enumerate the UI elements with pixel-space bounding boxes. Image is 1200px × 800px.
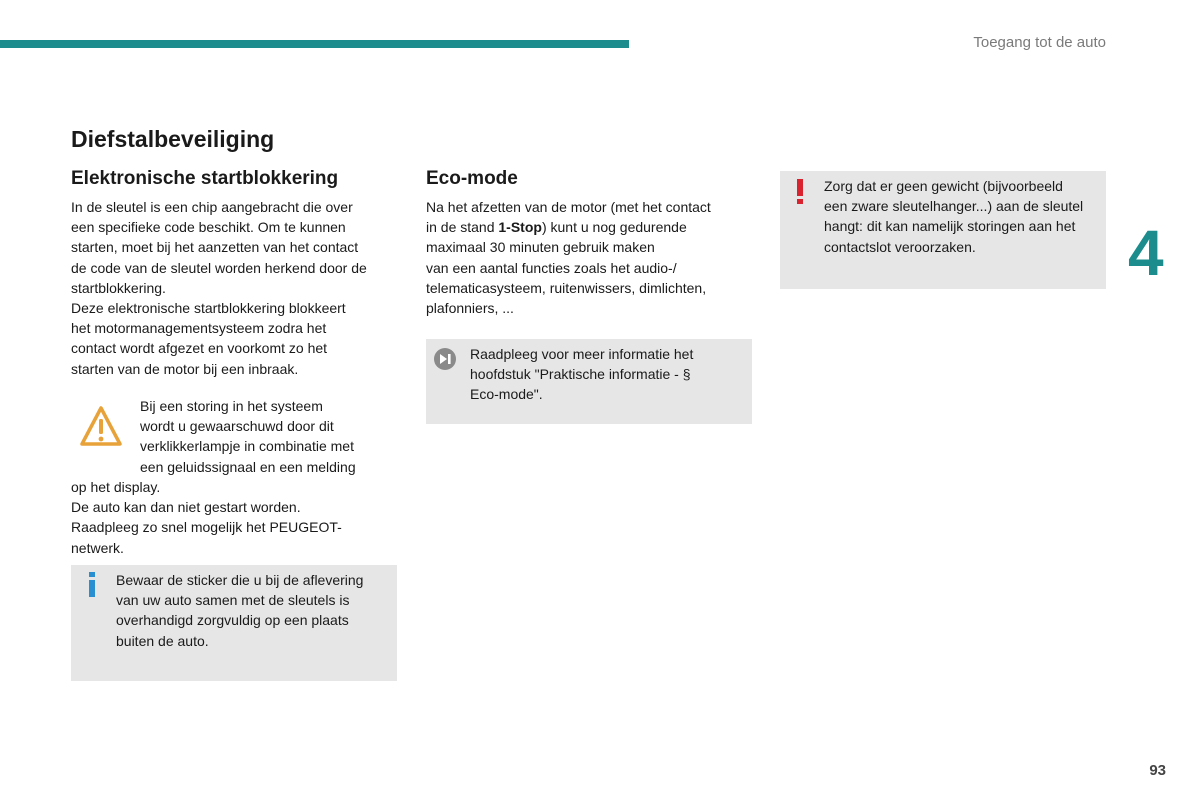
text-line: contact wordt afgezet en voorkomt zo het xyxy=(71,340,328,357)
page-number: 93 xyxy=(1149,762,1166,779)
text-line: starten, moet bij het aanzetten van het contact xyxy=(71,239,359,256)
text-line: De auto kan dan niet gestart worden. xyxy=(71,499,301,516)
text-line: verklikkerlampje in combinatie met xyxy=(140,438,354,455)
bold-term: 1-Stop xyxy=(498,219,542,236)
text-line: startblokkering. xyxy=(71,279,166,296)
text-line: plafonniers, ... xyxy=(426,300,514,317)
text-line: een geluidssignaal en een melding xyxy=(140,458,356,475)
text-line: netwerk. xyxy=(71,539,124,556)
text-line: hoofdstuk "Praktische informatie - § xyxy=(470,366,691,383)
warning-continuation xyxy=(71,477,401,558)
text-line: Zorg dat er geen gewicht (bijvoorbeeld xyxy=(824,178,1063,194)
text-line: Na het afzetten van de motor (met het contact xyxy=(426,199,711,215)
text-line: maximaal 30 minuten gebruik maken xyxy=(426,239,655,256)
text-line: contactslot veroorzaken. xyxy=(824,238,976,255)
col1-body xyxy=(71,197,411,379)
warning-text xyxy=(140,396,400,477)
warning-triangle-icon xyxy=(78,404,124,450)
text-line: Eco-mode". xyxy=(470,386,543,403)
text-line: van een aantal functies zoals het audio-/ xyxy=(426,259,677,276)
text-line: op het display. xyxy=(71,479,161,495)
text-line: hangt: dit kan namelijk storingen aan het xyxy=(824,218,1076,235)
text-line: In de sleutel is een chip aangebracht die over xyxy=(71,199,353,215)
col1-heading: Elektronische startblokkering xyxy=(71,168,339,189)
text-line: overhandigd zorgvuldig op een plaats xyxy=(116,612,349,629)
chapter-number: 4 xyxy=(1128,217,1164,289)
info-icon xyxy=(86,572,98,598)
reference-arrow-icon xyxy=(433,347,457,371)
text-line: het motormanagementsysteem zodra het xyxy=(71,320,327,337)
text-line xyxy=(426,217,756,237)
text-line: Bij een storing in het systeem xyxy=(140,398,323,414)
exclamation-icon xyxy=(795,179,805,205)
text-line: een zware sleutelhanger...) aan de sleutel xyxy=(824,198,1084,215)
text-line: Raadpleeg zo snel mogelijk het PEUGEOT- xyxy=(71,519,342,536)
chapter-accent-bar xyxy=(0,40,629,48)
col2-body xyxy=(426,197,756,318)
text-line: een specifieke code beschikt. Om te kunnen xyxy=(71,219,346,236)
text-line: Deze elektronische startblokkering blokkeert xyxy=(71,300,346,317)
text-line: telematicasysteem, ruitenwissers, dimlichten, xyxy=(426,279,707,296)
text-line: van uw auto samen met de sleutels is xyxy=(116,592,350,609)
section-header: Toegang tot de auto xyxy=(973,34,1106,51)
text-line: starten van de motor bij een inbraak. xyxy=(71,360,299,377)
caution-text xyxy=(824,176,1104,257)
page-title: Diefstalbeveiliging xyxy=(71,126,275,152)
text-line: Bewaar de sticker die u bij de aflevering xyxy=(116,572,364,588)
text-line: wordt u gewaarschuwd door dit xyxy=(140,418,334,435)
text-line: buiten de auto. xyxy=(116,632,209,649)
info-text xyxy=(116,570,396,651)
reference-text xyxy=(470,344,750,405)
col2-heading: Eco-mode xyxy=(426,168,518,189)
text-line: Raadpleeg voor meer informatie het xyxy=(470,346,694,362)
text-line: de code van de sleutel worden herkend door de xyxy=(71,259,367,276)
text-span: in de stand xyxy=(426,219,499,236)
text-span: ) kunt u nog gedurende xyxy=(541,219,687,236)
